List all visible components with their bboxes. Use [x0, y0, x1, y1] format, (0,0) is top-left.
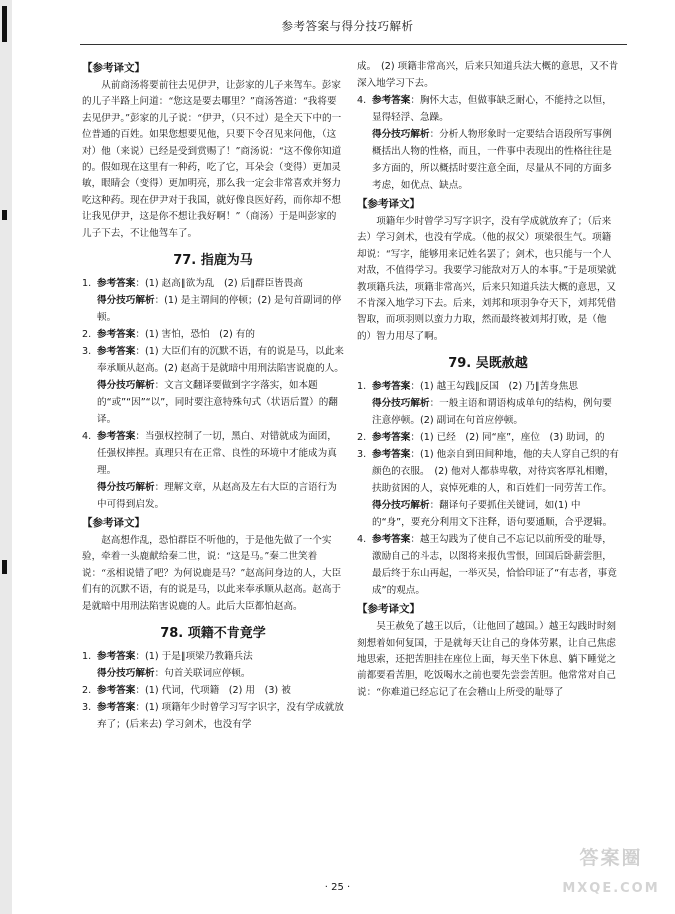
header-rule	[80, 44, 627, 45]
item-number: 3.	[82, 702, 92, 714]
analysis-text: ：文言文翻译要做到字字落实，如本题的“或”“因”“以”，同时要注意特殊句式（状语后置）的翻译。	[97, 380, 338, 426]
answer-text: ：(1) 于是∥项梁乃教籍兵法	[135, 651, 253, 663]
answer-label: 参考答案	[97, 278, 136, 290]
analysis-text: ：分析人物形象时一定要结合语段所写事例概括出人物的性格，而且，一件事中表现出的性格往往是多方面的，所以概括时要注意全面，尽量从不同的方面多考虑，如优点、缺点。	[372, 129, 612, 191]
analysis-label: 得分技巧解析	[372, 500, 430, 512]
page-spine	[0, 0, 12, 914]
analysis-text: ：翻译句子要抓住关键词，如(1) 中的“身”，要充分利用文下注释，语句要通顺，合乎逻辑。	[372, 500, 613, 529]
answer-item	[357, 446, 619, 497]
analysis-label: 得分技巧解析	[97, 668, 155, 680]
item-number: 2.	[82, 685, 92, 697]
translation-paragraph: 从前商汤将要前往去见伊尹，让彭家的儿子来驾车。彭家的儿子半路上问道：“您这是要去哪里？”商汤答道：“我将要去见伊尹。”彭家的儿子说：“伊尹，（只不过）是全天下中的一位普通的百姓。如果您想要见他，只要下令召见来问他，（这对）他（来说）已经是受到赏赐了！”商汤说：“这不像你知道的。假如现在这里有一种药，吃了它，耳朵会（变得）更加灵敏，眼睛会（变得）更加明亮，那么我一定会非常喜欢并努力吃这种药。现在伊尹对于我国，就好像良医好药，而你却不想让我见伊尹，这是你不想让我好啊！”（商汤）于是叫彭家的儿子下去，不让他驾车了。	[82, 80, 342, 239]
page-number: · 25 ·	[324, 882, 351, 893]
binding-mark	[2, 560, 7, 574]
analysis-text: ：一般主语和谓语构成单句的结构，例句要注意停顿。(2) 副词在句首应停顿。	[372, 398, 612, 427]
watermark-top: 答案圈	[579, 847, 643, 869]
answer-item	[82, 699, 344, 733]
answer-item	[357, 531, 619, 599]
binding-mark	[2, 6, 7, 42]
answer-label: 参考答案	[97, 651, 136, 663]
translation-paragraph: 赵高想作乱，恐怕群臣不听他的，于是他先做了一个实验，牵着一头鹿献给秦二世，说：“这是马。”秦二世笑着说：“丞相说错了吧？为何说鹿是马？”赵高问身边的人，大臣们有的沉默不语，有的说是马，以此来奉承顺从赵高。赵高于是就暗中用刑法陷害说鹿的人。此后大臣都怕赵高。	[82, 535, 342, 612]
item-number: 2.	[82, 329, 92, 341]
answer-item	[82, 326, 344, 343]
left-column	[82, 58, 344, 733]
answer-item	[357, 429, 619, 446]
item-number: 4.	[82, 431, 92, 443]
watermark	[555, 843, 667, 907]
analysis-text: ：句首关联词应停顿。	[154, 668, 251, 680]
analysis-text: ：(1) 是主谓间的停顿；(2) 是句首副词的停顿。	[97, 295, 342, 324]
skill-analysis	[82, 665, 344, 682]
item-number: 4.	[357, 534, 367, 546]
answer-text: ：(1) 赵高∥欲为乱 (2) 后∥群臣皆畏高	[135, 278, 303, 290]
section-title: 79. 吴既赦越	[448, 356, 528, 372]
section-tag: 【 参考译文 】	[82, 515, 344, 530]
section-title: 78. 项籍不肯竟学	[160, 626, 266, 642]
answer-label: 参考答案	[97, 431, 136, 443]
answer-text: ：(1) 害怕，恐怕 (2) 有的	[135, 329, 255, 341]
answer-item	[357, 378, 619, 395]
section-tag: 【 参考译文 】	[357, 196, 619, 211]
item-number: 1.	[82, 651, 92, 663]
answer-item	[82, 343, 344, 377]
answer-text: ：(1) 大臣们有的沉默不语，有的说是马，以此来奉承顺从赵高。(2) 赵高于是就暗中用刑法陷害说鹿的人。	[97, 346, 344, 375]
answer-item	[357, 92, 619, 126]
answer-label: 参考答案	[372, 95, 411, 106]
section-title: 77. 指鹿为马	[173, 253, 253, 269]
answer-item	[82, 428, 344, 479]
answer-label: 参考答案	[372, 534, 411, 546]
translation-paragraph: 项籍年少时曾学习写字识字，没有学成就放弃了；（后来去）学习剑术，也没有学成。（他的叔父）项梁很生气。项籍却说：“写字，能够用来记姓名罢了；剑术，也只能与一个人对敌，不值得学习。我要学习能敌对万人的本事。”于是项梁就教项籍兵法，项籍非常高兴，后来只知道兵法大概的意思，又不肯深入地学习下去。后来，刘邦和项羽争夺天下，刘邦凭借智取，而项羽则以蛮力力取，然而最终被刘邦打败，是（他的）智力用尽了啊。	[357, 216, 617, 342]
skill-analysis	[357, 126, 619, 194]
skill-analysis	[82, 479, 344, 513]
analysis-label: 得分技巧解析	[97, 380, 155, 392]
answer-text: ：(1) 代词，代项籍 (2) 用 (3) 被	[135, 685, 291, 697]
skill-analysis	[357, 497, 619, 531]
section-tag: 【 参考译文 】	[357, 601, 619, 616]
right-column	[357, 58, 619, 701]
answer-item	[82, 648, 344, 665]
section-tag: 【 参考译文 】	[82, 60, 344, 75]
analysis-label: 得分技巧解析	[372, 129, 430, 140]
answer-text: ：当强权控制了一切，黑白、对错就成为面团，任强权摔捏。真理只有在正常、良性的环境中才能成为真理。	[97, 431, 337, 477]
answer-item	[82, 275, 344, 292]
answer-continuation: 成。 (2) 项籍非常高兴，后来只知道兵法大概的意思，又不肯深入地学习下去。	[357, 61, 619, 89]
item-number: 2.	[357, 432, 367, 444]
answer-label: 参考答案	[97, 702, 136, 714]
item-number: 3.	[82, 346, 92, 358]
skill-analysis	[82, 292, 344, 326]
answer-item	[82, 682, 344, 699]
answer-text: ：(1) 他亲自到田间种地，他的夫人穿自己织的有颜色的衣服。 (2) 他对人都恭卑敬，对待宾客厚礼相赠，扶助贫困的人，哀悼死难的人，和百姓们一同劳苦工作。	[372, 449, 619, 495]
answer-text: ：(1) 已经 (2) 同“座”，座位 (3) 助词，的	[410, 432, 605, 444]
running-header: 参考答案与得分技巧解析	[281, 19, 414, 33]
answer-label: 参考答案	[372, 432, 411, 444]
skill-analysis	[82, 377, 344, 428]
item-number: 1.	[357, 381, 367, 393]
answer-label: 参考答案	[97, 346, 136, 358]
answer-label: 参考答案	[372, 449, 411, 461]
answer-text: ：(1) 项籍年少时曾学习写字识字，没有学成就放弃了；(后来去) 学习剑术，也没有学	[97, 702, 344, 731]
answer-text: ：越王勾践为了使自己不忘记以前所受的耻辱，激励自己的斗志，以图将来报仇雪恨，回国后卧薪尝胆，最后终于东山再起，一举灭吴，恰恰印证了“有志者，事竟成”的观点。	[372, 534, 617, 597]
answer-label: 参考答案	[97, 329, 136, 341]
skill-analysis	[357, 395, 619, 429]
analysis-label: 得分技巧解析	[97, 482, 155, 494]
analysis-label: 得分技巧解析	[372, 398, 430, 410]
item-number: 4.	[357, 95, 367, 106]
item-number: 1.	[82, 278, 92, 290]
answer-text: ：胸怀大志，但做事缺乏耐心，不能持之以恒，显得轻浮、急躁。	[372, 95, 612, 123]
answer-label: 参考答案	[372, 381, 411, 393]
answer-text: ：(1) 越王勾践∥反国 (2) 乃∥苦身焦思	[410, 381, 578, 393]
binding-mark	[2, 210, 7, 220]
translation-paragraph: 吴王赦免了越王以后，（让他回了越国。）越王勾践时时刻刻想着如何复国，于是就每天让自己的身体劳累，让自己焦虑地思索，还把苦胆挂在座位上面，每天坐下休息、躺下睡觉之前都要看苦胆，吃饭喝水之前也要先尝尝苦胆。他常常对自己说：“你难道已经忘记了在会稽山上所受的耻辱了	[357, 621, 617, 698]
analysis-text: ：理解文章，从赵高及左右大臣的言语行为中可得到启发。	[97, 482, 337, 511]
answer-label: 参考答案	[97, 685, 136, 697]
item-number: 3.	[357, 449, 367, 461]
watermark-bottom: MXQE.COM	[562, 881, 660, 896]
analysis-label: 得分技巧解析	[97, 295, 155, 307]
